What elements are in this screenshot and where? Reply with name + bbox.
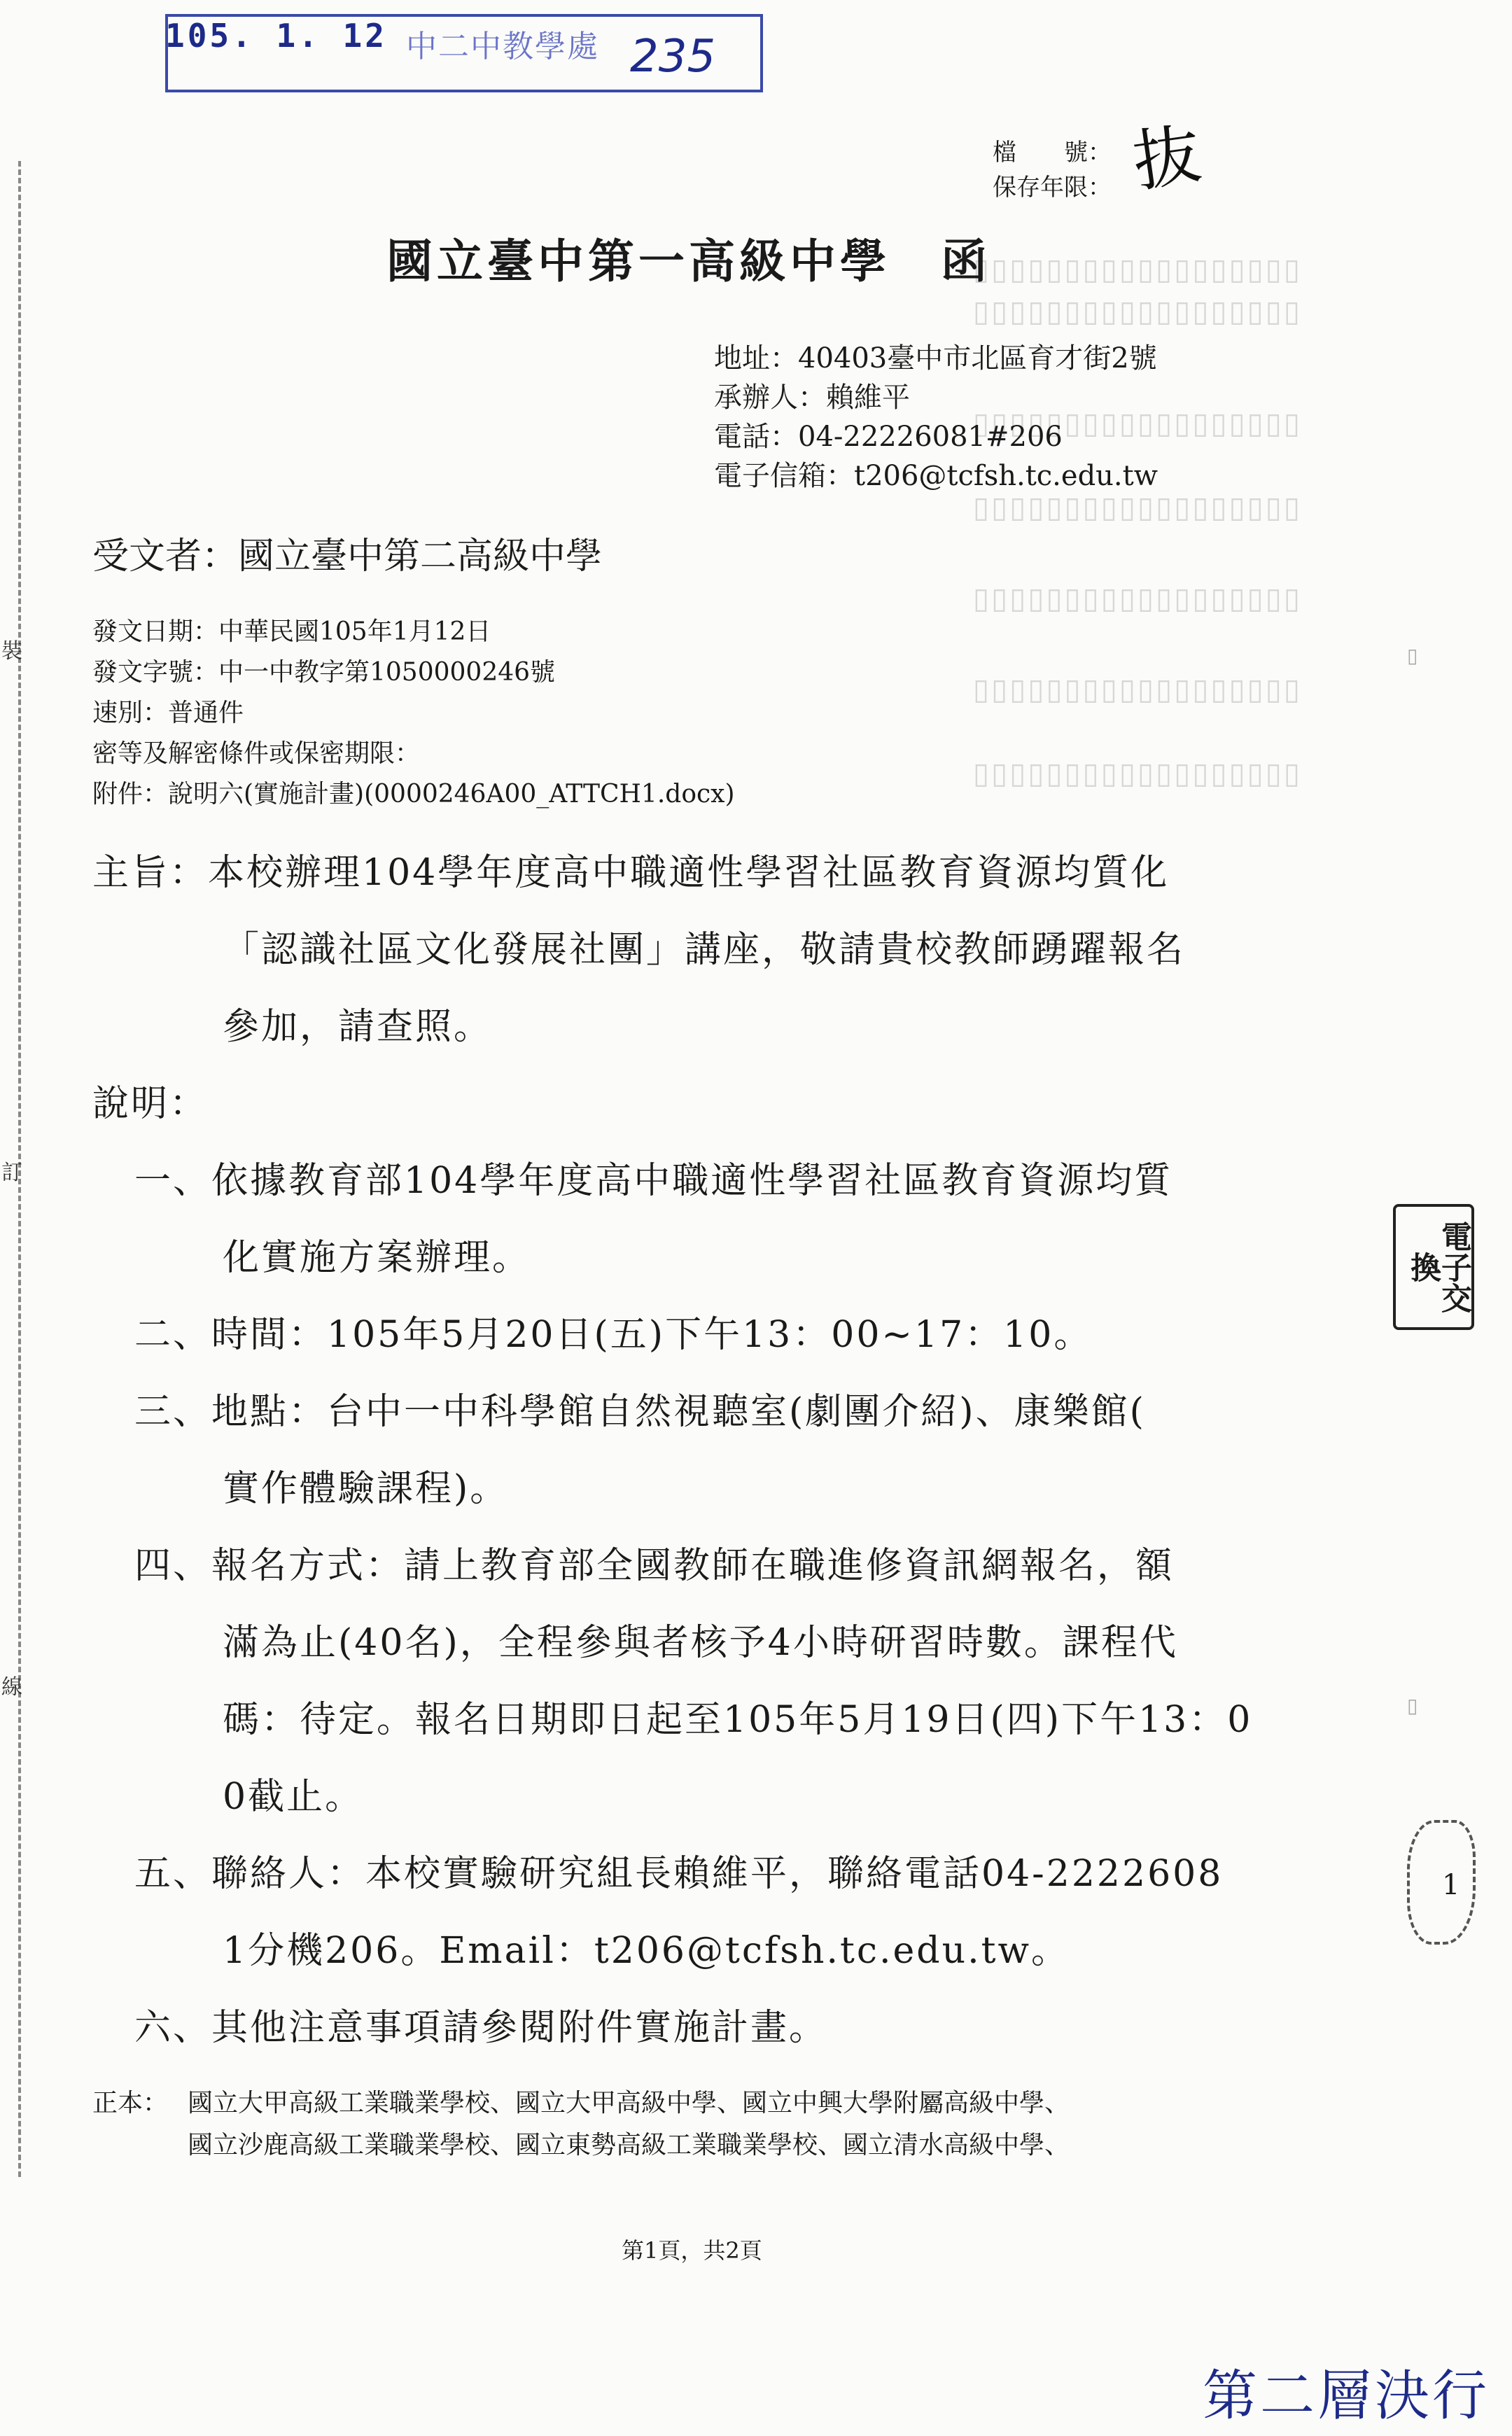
cc-line: 國立大甲高級工業職業學校、國立大甲高級中學、國立中興大學附屬高級中學、 — [188, 2089, 1070, 2118]
explanation-item-2: 二、時間：105年5月20日(五)下午13：00~17：10。 — [134, 1314, 1093, 1356]
subject-line: 「認識社區文化發展社團」講座，敬請貴校教師踴躍報名 — [223, 929, 1186, 971]
attachment: 附件：說明六(實施計畫)(0000246A00_ATTCH1.docx) — [92, 780, 735, 808]
cc-line: 國立沙鹿高級工業職業學校、國立東勢高級工業職業學校、國立清水高級中學、 — [188, 2131, 1070, 2160]
explanation-item-4: 四、報名方式：請上教育部全國教師在職進修資訊網報名，額 — [134, 1545, 1175, 1587]
subject-line: 參加，請查照。 — [223, 1006, 493, 1048]
explanation-item-3: 三、地點：台中一中科學館自然視聽室(劇團介紹)、康樂館( — [134, 1391, 1146, 1433]
recipient: 受文者：國立臺中第二高級中學 — [92, 536, 603, 578]
explanation-item-3-cont: 實作體驗課程)。 — [223, 1468, 509, 1510]
issue-date: 發文日期：中華民國105年1月12日 — [92, 617, 491, 646]
contact-officer: 承辦人：賴維平 — [714, 382, 910, 414]
explanation-item-4-cont: 碼：待定。報名日期即日起至105年5月19日(四)下午13：0 — [223, 1699, 1253, 1741]
document-title: 國立臺中第一高級中學 函 — [386, 234, 991, 288]
speed-class: 速別：普通件 — [92, 699, 244, 727]
stamp-org: 中二中教學處 — [406, 29, 599, 64]
retention-label: 保存年限： — [993, 174, 1112, 202]
contact-address: 地址：40403臺中市北區育才街2號 — [714, 342, 1157, 374]
file-no-label: 檔 號： — [993, 139, 1112, 167]
explanation-item-5: 五、聯絡人：本校實驗研究組長賴維平，聯絡電話04-2222608 — [134, 1853, 1224, 1895]
decision-level: 第二層決行 — [1203, 2365, 1490, 2428]
page-indicator: 第1頁，共2頁 — [622, 2237, 762, 2264]
stamp-number: 235 — [630, 31, 716, 83]
binding-mark-top: 裝 — [1, 639, 22, 664]
doc-number: 發文字號：中一中教字第1050000246號 — [92, 658, 556, 687]
subject-line: 主旨：本校辦理104學年度高中職適性學習社區教育資源均質化 — [92, 852, 1170, 894]
right-margin-mark: ▯ — [1407, 1694, 1418, 1717]
torn-page-number: 1 — [1442, 1869, 1460, 1901]
explanation-item-4-cont: 0截止。 — [223, 1776, 364, 1818]
explanation-item-4-cont: 滿為止(40名)，全程參與者核予4小時研習時數。課程代 — [223, 1622, 1178, 1664]
explanation-item-5-cont: 1分機206。Email：t206@tcfsh.tc.edu.tw。 — [223, 1930, 1070, 1972]
torn-page-edge — [1407, 1820, 1476, 1945]
contact-phone: 電話：04-22226081#206 — [714, 421, 1063, 453]
explanation-item-1: 一、依據教育部104學年度高中職適性學習社區教育資源均質 — [134, 1160, 1173, 1202]
explanation-item-6: 六、其他注意事項請參閱附件實施計畫。 — [134, 2007, 828, 2049]
binding-mark-middle: 訂 — [1, 1161, 22, 1185]
electronic-exchange-stamp: 電子交換 — [1393, 1204, 1474, 1330]
security-level: 密等及解密條件或保密期限： — [92, 739, 421, 768]
explanation-heading: 說明： — [92, 1083, 209, 1125]
explanation-item-1-cont: 化實施方案辦理。 — [223, 1237, 531, 1279]
cc-label: 正本： — [92, 2089, 169, 2118]
contact-email: 電子信箱：t206@tcfsh.tc.edu.tw — [714, 460, 1158, 492]
stamp-date: 105. 1. 12 — [165, 17, 387, 55]
binding-mark-bottom: 線 — [1, 1675, 22, 1700]
right-margin-mark: ▯ — [1407, 644, 1418, 667]
handwritten-mark: 抜 — [1128, 114, 1206, 202]
